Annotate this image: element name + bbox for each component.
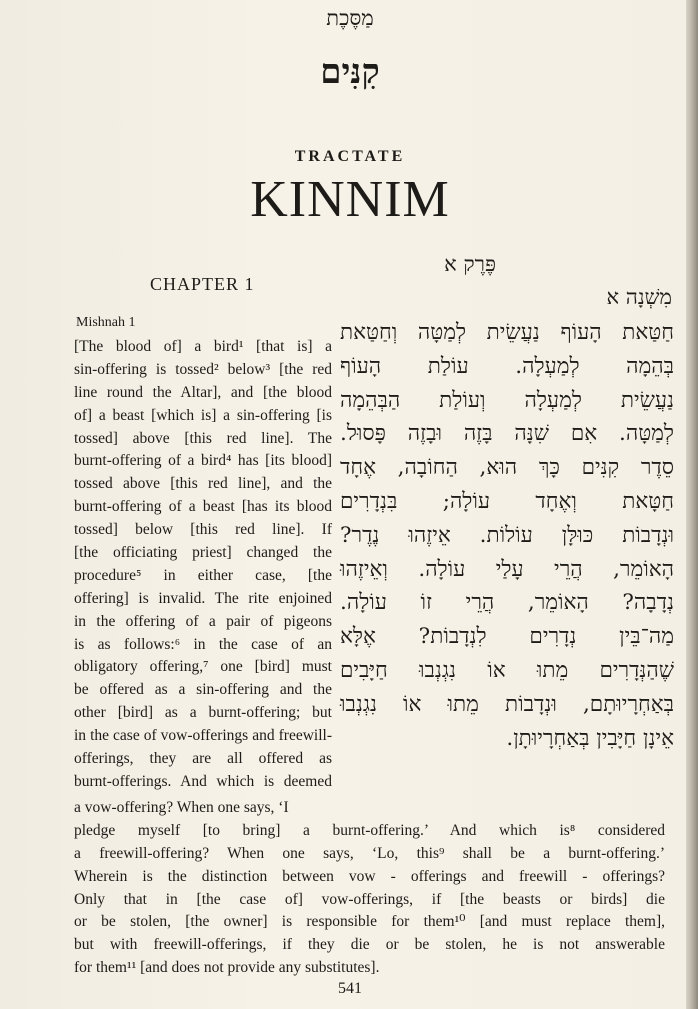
english-text-line: a vow-offering? When one says, ‘I — [74, 799, 289, 816]
hebrew-text-line: אֵינָן חַיָּבִין בְּאַחְרָיוּתָן. — [506, 725, 674, 751]
hebrew-text-line: שֶׁהַנְּדָרִים מֵתוּ אוֹ נִגְנְבוּ חַיָּבִים — [340, 657, 674, 683]
hebrew-text-line: מַה־בֵּין נְדָרִים לִנְדָבוֹת? אֶלָּא — [340, 624, 674, 650]
english-text-line: or be stolen, [the owner] is responsible for them¹⁰ [and must replace them], — [74, 913, 665, 931]
hebrew-text-line: הָאוֹמֵר, הֲרֵי עָלַי עוֹלָה. וְאֵיזֶהוּ — [340, 556, 674, 582]
english-text-line: Wherein is the distinction between vow - offerings and freewill - offerings? — [74, 867, 665, 885]
english-text-line: in the offering of a pair of pigeons — [74, 612, 332, 630]
book-spine-edge — [686, 0, 698, 1009]
english-text-line: but with freewill-offerings, if they die or be stolen, he is not answerable — [74, 936, 665, 954]
hebrew-text-line: וּנְדָבוֹת כּוּלָּן עוֹלוֹת. אֵיזֶהוּ נֶדֶר? — [340, 522, 674, 548]
chapter-english-heading: CHAPTER 1 — [150, 274, 255, 294]
kinnim-hebrew-title: קִנִּים — [320, 52, 380, 92]
page-number: 541 — [338, 980, 362, 997]
hebrew-text-line: בְּאַחְרָיוּתָם, וּנְדָבוֹת מֵתוּ אוֹ נִגְנְבוּ — [340, 691, 674, 717]
english-text-line: for them¹¹ [and does not provide any substitutes]. — [74, 959, 380, 977]
english-text-line: a freewill-offering? When one says, ‘Lo, this⁹ shall be a burnt-offering.’ — [74, 844, 665, 862]
tractate-title: KINNIM — [250, 171, 450, 228]
chapter-hebrew-heading: פֶּרֶק א — [444, 252, 496, 276]
english-translation-column — [74, 336, 332, 794]
mishnah-english-label: Mishnah 1 — [76, 315, 136, 330]
english-text-line: of] a beast [which is] a sin-offering [is — [74, 406, 332, 424]
english-text-line: line round the Altar], and [the blood — [74, 383, 332, 401]
english-text-line: tossed above [this red line], and the — [74, 475, 332, 493]
english-text-line: sin-offering is tossed² below³ [the red — [74, 360, 332, 378]
english-text-line: offerings, they are all offered as — [74, 750, 332, 768]
english-text-line: offering] is invalid. The rite enjoined — [74, 589, 332, 607]
hebrew-text-line: בְּהֵמָה לְמַעְלָה. עוֹלַת הָעוֹף — [340, 353, 674, 379]
english-text-line: burnt-offering of a bird⁴ has [its blood] — [74, 452, 332, 470]
english-text-line: tossed] below [this red line]. If — [74, 521, 332, 539]
english-text-line: Only that in [the case of] vow-offerings, if [the beasts or birds] die — [74, 890, 665, 908]
english-text-line: is as follows:⁶ in the case of an — [74, 635, 332, 653]
hebrew-text-line: חַטָּאת וְאֶחָד עוֹלָה; בִּנְדָרִים — [340, 488, 674, 514]
english-text-line: procedure⁵ in either case, [the — [74, 566, 332, 584]
english-text-line: in the case of vow-offerings and freewill- — [74, 727, 332, 745]
english-text-line: [The blood of] a bird¹ [that is] a — [74, 338, 332, 355]
english-text-line: burnt-offering of a beast [has its blood — [74, 498, 332, 516]
english-text-line: be offered as a sin-offering and the — [74, 681, 332, 699]
hebrew-text-line: סֵדֶר קִנִּים כָּךְ הוּא, הַחוֹבָה, אֶחָד — [340, 455, 674, 481]
hebrew-text-line: נְדָבָה? הָאוֹמֵר, הֲרֵי זוֹ עוֹלָה. — [340, 590, 674, 616]
hebrew-text-line: חַטַּאת הָעוֹף נַעֲשֵׂית לְמַטָּה וְחַטַּאת — [340, 320, 674, 345]
hebrew-text-line: לְמַטָּה. אִם שִׁנָּה בָּזֶה וּבָזֶה פָּסוּל. — [340, 421, 674, 447]
hebrew-text-column — [340, 316, 674, 755]
english-text-line: other [bird] as a burnt-offering; but — [74, 704, 332, 722]
english-text-line: burnt-offerings. And which is deemed — [74, 772, 332, 790]
tractate-label: TRACTATE — [294, 148, 406, 165]
hebrew-text-line: נַעֲשֵׂית לְמַעְלָה וְעוֹלַת הַבְּהֵמָה — [340, 387, 674, 413]
english-text-line: obligatory offering,⁷ one [bird] must — [74, 658, 332, 676]
english-continuation-block — [74, 797, 665, 980]
english-text-line: [the officiating priest] changed the — [74, 544, 332, 562]
english-text-line: pledge myself [to bring] a burnt-offering.’ And which is⁸ considered — [74, 821, 665, 839]
english-text-line: tossed] above [this red line]. The — [74, 429, 332, 447]
mishnah-hebrew-label: מִשְׁנָה א — [606, 285, 672, 309]
masechet-hebrew-heading: מַסֶּכֶת — [326, 6, 374, 30]
